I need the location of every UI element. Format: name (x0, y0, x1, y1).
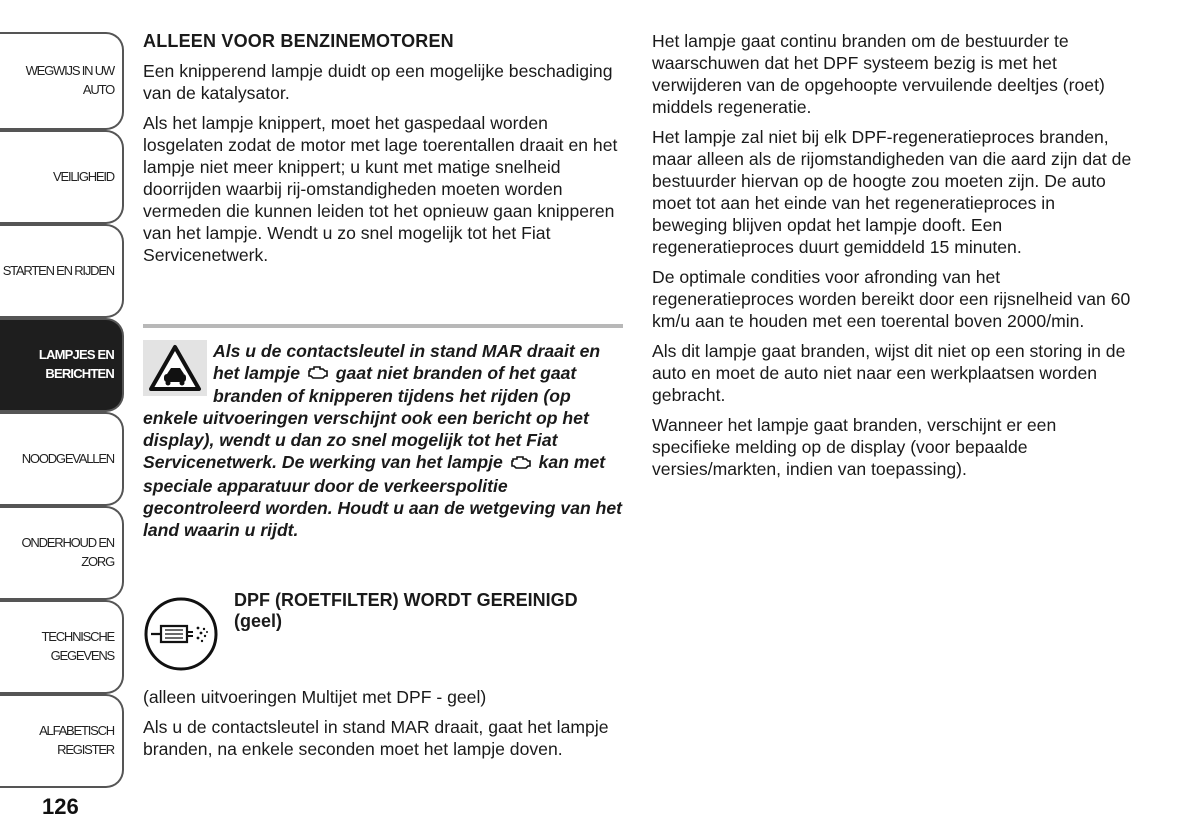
paragraph: Wanneer het lampje gaat branden, verschijnt er een specifieke melding op de display (voor bepaalde versies/markten, indien van toepassing). (652, 415, 1057, 479)
paragraph: Als het lampje knippert, moet het gaspedaal worden losgelaten zodat de motor met lage toerentallen draait en het lampje niet meer knippert; u kunt met matige snelheid doorrijden waarbij rij-omstandigheden moeten worden vermeden die kunnen leiden tot het opnieuw gaan knipperen van het lampje. Wendt u zo snel mogelijk tot het Fiat Servicenetwerk. (143, 113, 618, 265)
variant-note: (alleen uitvoeringen Multijet met DPF - geel) (143, 687, 487, 707)
warning-text: gaat niet branden of het gaat branden of knipperen tijdens het rijden (op enkele uitvoeringen verschijnt ook een bericht op het display), wendt u dan zo snel mogelijk tot het Fiat Servicenetwerk. De werking van het lampje (143, 363, 589, 473)
tab-label: TECHNISCHE GEGEVENS (41, 629, 114, 663)
dpf-heading (234, 590, 614, 632)
paragraph: Als u de contactsleutel in stand MAR draait, gaat het lampje branden, na enkele seconden moet het lampje doven. (143, 717, 609, 759)
warning-text: Als u de contactsleutel in stand MAR draait en het lampje (213, 341, 601, 383)
tab-alfabetisch-register[interactable] (0, 694, 124, 788)
left-column (143, 30, 623, 274)
paragraph: Het lampje zal niet bij elk DPF-regeneratieproces branden, maar alleen als de rijomstandigheden van die aard zijn dat de bestuurder hiervan op de hoogte zou moeten zijn. De auto moet tot aan het einde van het regeneratieproces in beweging blijven opdat het lampje dooft. Een regeneratieproces duurt gemiddeld 15 minuten. (652, 127, 1132, 257)
tab-label: ALFABETISCH REGISTER (39, 723, 114, 757)
tab-noodgevallen[interactable] (0, 412, 124, 506)
dpf-heading-title: DPF (ROETFILTER) WORDT GEREINIGD (234, 590, 578, 610)
paragraph: Als dit lampje gaat branden, wijst dit niet op een storing in de auto en moet de auto niet naar een werkplaatsen worden gebracht. (652, 341, 1126, 405)
tab-label: NOODGEVALLEN (21, 450, 114, 466)
warning-block (143, 324, 623, 541)
tab-label: WEGWIJS IN UW AUTO (25, 63, 114, 97)
tab-technische-gegevens[interactable] (0, 600, 124, 694)
warning-triangle-icon (143, 340, 207, 396)
page-number: 126 (42, 794, 79, 819)
paragraph: Het lampje gaat continu branden om de bestuurder te waarschuwen dat het DPF systeem bezig is met het verwijderen van de opgehoopte vervuilende deeltjes (roet) middels regeneratie. (652, 31, 1105, 117)
dpf-body (143, 686, 623, 768)
tab-label: LAMPJES EN BERICHTEN (38, 347, 114, 381)
tab-label: VEILIGHEID (53, 168, 114, 184)
tab-veiligheid[interactable] (0, 130, 124, 224)
tab-wegwijs[interactable] (0, 32, 124, 130)
warning-text: kan met speciale apparatuur door de verkeerspolitie gecontroleerd worden. Houdt u aan de wetgeving van het land waarin u rijdt. (143, 452, 623, 540)
tab-starten-en-rijden[interactable] (0, 224, 124, 318)
tab-label: STARTEN EN RIJDEN (2, 262, 114, 278)
paragraph: Een knipperend lampje duidt op een mogelijke beschadiging van de katalysator. (143, 61, 613, 103)
dpf-filter-icon (143, 596, 219, 672)
tab-onderhoud-en-zorg[interactable] (0, 506, 124, 600)
engine-check-icon (307, 363, 329, 385)
dpf-section (143, 590, 623, 674)
tab-lampjes-en-berichten[interactable] (0, 318, 124, 412)
paragraph: De optimale condities voor afronding van het regeneratieproces worden bereikt door een rijsnelheid van 60 km/u aan te houden met een toerental boven 2000/min. (652, 267, 1131, 331)
dpf-heading-color: (geel) (234, 611, 283, 631)
engine-check-icon (510, 453, 532, 475)
section-heading: ALLEEN VOOR BENZINEMOTOREN (143, 31, 454, 51)
tab-label: ONDERHOUD EN ZORG (21, 535, 114, 569)
right-column (652, 30, 1132, 488)
